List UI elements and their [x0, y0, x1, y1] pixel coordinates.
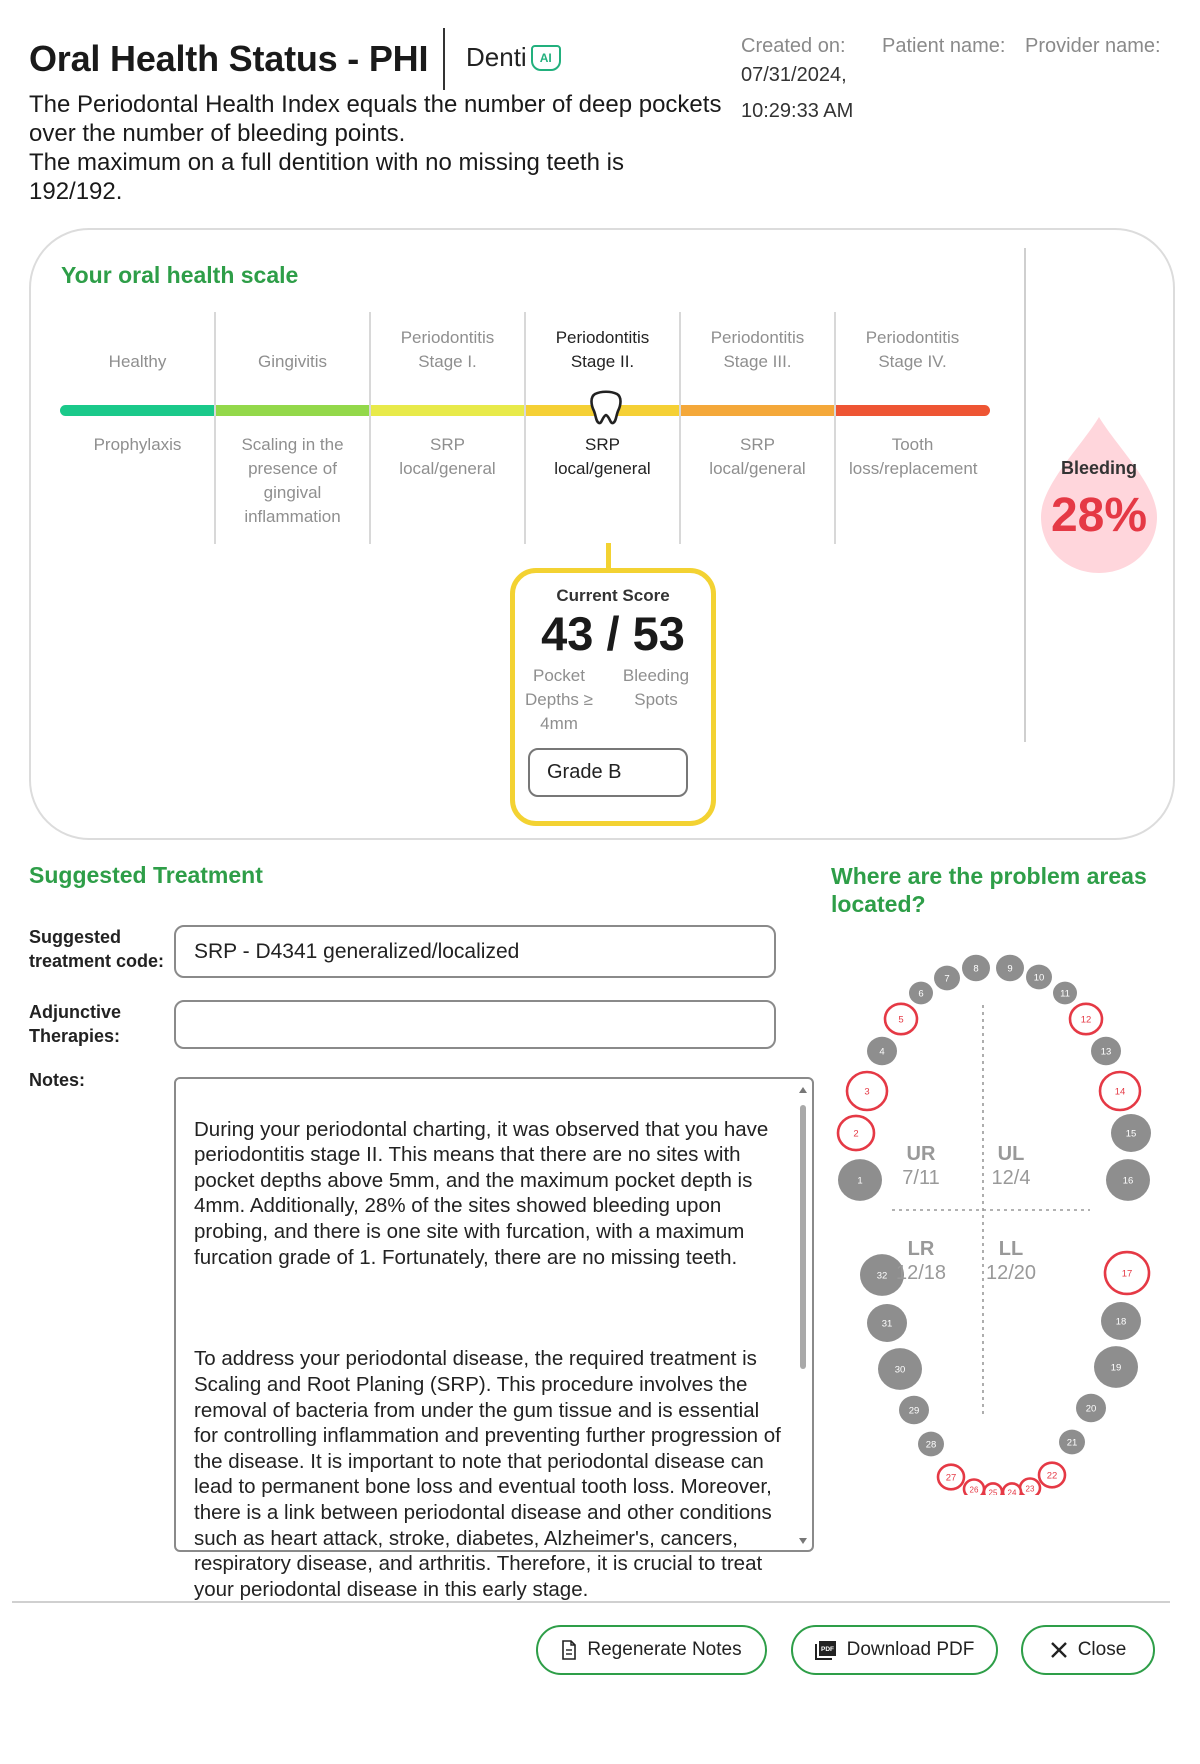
tooth-3[interactable] — [847, 1072, 887, 1110]
pocket-depths-label: Pocket Depths ≥ 4mm — [525, 666, 593, 733]
tooth-16[interactable] — [1106, 1159, 1150, 1201]
footer-divider — [12, 1601, 1170, 1603]
treatment-code-field[interactable] — [174, 925, 776, 978]
logo-ai-badge: AI — [531, 45, 561, 71]
stage-name-3: Periodontitis Stage I. — [400, 328, 495, 371]
tooth-29[interactable] — [899, 1396, 929, 1425]
tooth-25[interactable] — [984, 1483, 1002, 1495]
tooth-number: 5 — [898, 1014, 904, 1026]
notes-content — [194, 1091, 784, 1628]
svg-text:PDF: PDF — [820, 1646, 834, 1653]
intro-text — [29, 90, 749, 206]
tooth-number: 23 — [1025, 1484, 1035, 1494]
tooth-number: 32 — [876, 1270, 888, 1282]
tooth-26[interactable] — [964, 1480, 984, 1496]
tooth-6[interactable] — [909, 982, 933, 1005]
grade-display: Grade B — [528, 748, 688, 797]
stage-treatment-5: SRP local/general — [709, 435, 806, 478]
stage-separator — [524, 312, 526, 544]
tooth-2[interactable] — [838, 1116, 874, 1150]
stage-separator — [834, 312, 836, 544]
tooth-17[interactable] — [1105, 1252, 1149, 1294]
scale-bar-segment-1 — [60, 405, 215, 416]
tooth-12[interactable] — [1070, 1004, 1102, 1034]
dental-chart-svg — [820, 935, 1160, 1495]
regenerate-notes-button[interactable] — [536, 1625, 767, 1675]
pdf-icon — [815, 1640, 837, 1660]
adjunctive-therapies-label: Adjunctive Therapies: — [29, 1002, 122, 1046]
tooth-number: 11 — [1060, 988, 1070, 1000]
patient-name-label: Patient name: — [882, 35, 1006, 57]
tooth-11[interactable] — [1053, 982, 1077, 1005]
tooth-7[interactable] — [934, 966, 960, 991]
stage-separator — [679, 312, 681, 544]
tooth-number: 24 — [1007, 1488, 1017, 1495]
quadrant-value-ul: 12/4 — [991, 1167, 1031, 1189]
quadrant-name-ur: UR — [906, 1143, 936, 1165]
denti-logo — [466, 42, 561, 73]
intro-line-1: The Periodontal Health Index equals the number of deep pockets over the number of bleeding points. — [29, 91, 722, 147]
close-button[interactable] — [1021, 1625, 1155, 1675]
stage-name-4: Periodontitis Stage II. — [555, 328, 650, 371]
stage-treatment-4: SRP local/general — [554, 435, 651, 478]
tooth-20[interactable] — [1076, 1394, 1106, 1423]
tooth-30[interactable] — [878, 1348, 922, 1390]
tooth-number: 25 — [988, 1488, 998, 1495]
tooth-number: 27 — [945, 1472, 957, 1484]
tooth-number: 7 — [944, 973, 950, 985]
notes-paragraph-2: To address your periodontal disease, the required treatment is Scaling and Root Planing (SRP). This procedure involves the removal of bacteria from under the gum tissue and is essential for controlling inflammation and preventing further progression of the disease. It is important to note that periodontal disease can lead to permanent bone loss and eventual tooth loss. Moreover, there is a link between periodontal disease and other conditions such as heart attack, stroke, diabetes, Alzheimer's, cancers, respiratory disease, and arthritis. Therefore, it is crucial to treat your periodontal disease in this early stage. — [194, 1347, 781, 1601]
tooth-28[interactable] — [918, 1432, 944, 1457]
close-label: Close — [1077, 1639, 1127, 1660]
stage-name-1: Healthy — [108, 352, 167, 371]
scale-bar-segment-3 — [370, 405, 525, 416]
tooth-18[interactable] — [1101, 1302, 1141, 1340]
tooth-number: 16 — [1122, 1175, 1134, 1187]
notes-paragraph-1: During your periodontal charting, it was observed that you have periodontitis stage II. This means that there are no sites with pocket depths above 5mm, and the maximum pocket depth is 4mm. Additionally, 28% of the sites showed bleeding upon probing, and there is one site with furcation, with a maximum furcation grade of 1. Fortunately, there are no missing teeth. — [194, 1117, 769, 1269]
tooth-14[interactable] — [1100, 1072, 1140, 1110]
quadrant-value-ll: 12/20 — [985, 1262, 1037, 1284]
tooth-number: 13 — [1100, 1046, 1112, 1058]
adjunctive-therapies-field[interactable] — [174, 1000, 776, 1049]
bleeding-separator — [1024, 248, 1026, 742]
stage-name-5: Periodontitis Stage III. — [710, 328, 805, 371]
tooth-23[interactable] — [1020, 1479, 1040, 1496]
tooth-number: 21 — [1066, 1437, 1078, 1449]
logo-text: Denti — [466, 42, 527, 72]
provider-name-label: Provider name: — [1025, 35, 1161, 57]
created-label: Created on: — [741, 35, 846, 57]
stage-name-6: Periodontitis Stage IV. — [865, 328, 960, 371]
stage-separator — [369, 312, 371, 544]
tooth-number: 8 — [973, 963, 979, 975]
tooth-number: 18 — [1115, 1316, 1127, 1328]
current-score-value: 43 / 53 — [541, 607, 685, 660]
document-icon — [561, 1640, 577, 1660]
tooth-number: 1 — [857, 1175, 863, 1187]
tooth-number: 29 — [908, 1405, 920, 1417]
scale-title: Your oral health scale — [61, 262, 299, 288]
stage-separator — [214, 312, 216, 544]
tooth-number: 20 — [1085, 1403, 1097, 1415]
quadrant-value-ur: 7/11 — [902, 1167, 940, 1189]
tooth-number: 30 — [894, 1364, 906, 1376]
tooth-number: 22 — [1046, 1470, 1058, 1482]
tooth-number: 31 — [881, 1318, 893, 1330]
dental-chart — [820, 935, 1160, 1500]
close-icon — [1050, 1641, 1068, 1659]
tooth-number: 15 — [1125, 1128, 1137, 1140]
intro-line-2: The maximum on a full dentition with no missing teeth is 192/192. — [29, 149, 624, 205]
stage-treatment-6: Tooth loss/replacement — [849, 435, 978, 478]
page-title: Oral Health Status - PHI — [29, 38, 429, 79]
tooth-21[interactable] — [1059, 1430, 1085, 1455]
download-pdf-label: Download PDF — [846, 1639, 975, 1660]
stage-treatment-2: Scaling in the presence of gingival inflammation — [241, 435, 344, 526]
quadrant-name-ll: LL — [998, 1238, 1024, 1260]
download-pdf-button[interactable] — [791, 1625, 998, 1675]
tooth-24[interactable] — [1003, 1483, 1021, 1495]
problem-areas-title: Where are the problem areas located? — [831, 863, 1147, 917]
tooth-number: 26 — [969, 1485, 979, 1495]
tooth-number: 10 — [1033, 972, 1045, 984]
tooth-number: 4 — [879, 1046, 885, 1058]
tooth-8[interactable] — [962, 955, 990, 982]
tooth-number: 6 — [918, 988, 924, 1000]
bleeding-value: 28% — [1050, 489, 1148, 542]
tooth-number: 28 — [925, 1439, 937, 1451]
tooth-9[interactable] — [996, 955, 1024, 982]
created-date: 07/31/2024, — [741, 64, 847, 86]
tooth-5[interactable] — [885, 1004, 917, 1034]
score-connector — [606, 543, 611, 569]
tooth-number: 2 — [853, 1128, 859, 1140]
bleeding-label: Bleeding — [1060, 458, 1137, 478]
tooth-number: 3 — [864, 1086, 870, 1098]
regenerate-notes-label: Regenerate Notes — [587, 1639, 742, 1660]
scale-bar-segment-5 — [680, 405, 835, 416]
tooth-15[interactable] — [1111, 1114, 1151, 1152]
quadrant-name-lr: LR — [907, 1238, 935, 1260]
tooth-31[interactable] — [867, 1304, 907, 1342]
stage-treatment-1: Prophylaxis — [93, 435, 182, 454]
tooth-13[interactable] — [1091, 1037, 1121, 1066]
tooth-number: 19 — [1110, 1362, 1122, 1374]
notes-textarea[interactable] — [174, 1077, 814, 1601]
tooth-number: 17 — [1121, 1268, 1133, 1280]
stage-name-2: Gingivitis — [258, 352, 327, 371]
stage-treatment-3: SRP local/general — [399, 435, 496, 478]
tooth-marker-icon — [589, 390, 623, 431]
quadrant-value-lr: 12/18 — [895, 1262, 947, 1284]
treatment-code-label: Suggested treatment code: — [29, 927, 165, 971]
bleeding-spots-label: Bleeding Spots — [622, 666, 690, 709]
tooth-number: 9 — [1007, 963, 1013, 975]
notes-label: Notes: — [29, 1070, 86, 1090]
scale-bar-segment-6 — [835, 405, 990, 416]
tooth-19[interactable] — [1094, 1346, 1138, 1388]
suggested-treatment-title: Suggested Treatment — [29, 862, 263, 888]
current-score-label: Current Score — [556, 586, 670, 605]
header-divider — [443, 28, 445, 90]
quadrant-name-ul: UL — [997, 1143, 1025, 1165]
tooth-number: 14 — [1114, 1086, 1126, 1098]
tooth-27[interactable] — [938, 1465, 964, 1490]
scale-bar-segment-2 — [215, 405, 370, 416]
tooth-10[interactable] — [1026, 965, 1052, 990]
created-time: 10:29:33 AM — [741, 100, 854, 122]
notes-scrollbar[interactable] — [795, 1083, 811, 1548]
tooth-22[interactable] — [1039, 1463, 1065, 1488]
tooth-number: 12 — [1080, 1014, 1092, 1026]
tooth-4[interactable] — [867, 1037, 897, 1066]
